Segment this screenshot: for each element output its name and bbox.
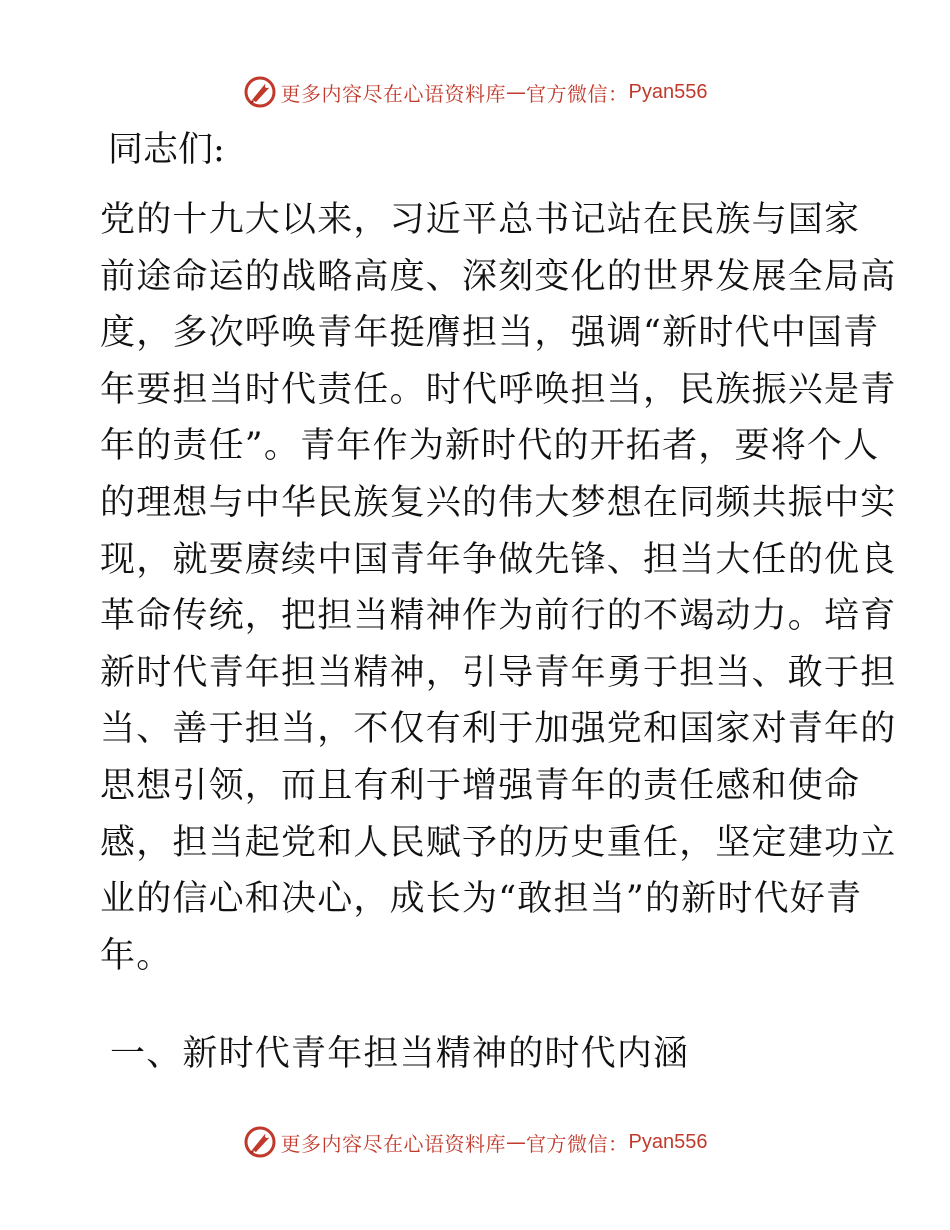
salutation: 同志们: — [108, 130, 225, 170]
watermark-separator: — — [506, 1130, 527, 1154]
pen-logo-icon — [243, 75, 277, 109]
body-paragraph — [100, 192, 897, 984]
paragraph-line: 思想引领，而且有利于增强青年的责任感和使命 — [100, 765, 861, 806]
paragraph-line: 当、善于担当，不仅有利于加强党和国家对青年的 — [100, 709, 897, 750]
paragraph-line: 革命传统，把担当精神作为前行的不竭动力。培育 — [100, 596, 897, 637]
paragraph-line: 年。 — [100, 935, 173, 976]
paragraph-line: 年要担当时代责任。时代呼唤担当，民族振兴是青 — [100, 369, 897, 410]
watermark-wechat-id: Pyan556 — [628, 1130, 708, 1153]
paragraph-line: 业的信心和决心，成长为“敢担当”的新时代好青 — [100, 879, 863, 920]
watermark-wechat-label: 官方微信： — [526, 1131, 629, 1156]
paragraph-line: 前途命运的战略高度、深刻变化的世界发展全局高 — [100, 256, 897, 297]
watermark-header — [0, 72, 950, 112]
watermark-wechat-label: 官方微信： — [526, 81, 629, 106]
paragraph-line: 感，担当起党和人民赋予的历史重任，坚定建功立 — [100, 822, 897, 863]
watermark-text: 更多内容尽在心语资料库 — [280, 1131, 507, 1156]
paragraph-line: 年的责任”。青年作为新时代的开拓者，要将个人 — [100, 426, 880, 467]
paragraph-line: 党的十九大以来，习近平总书记站在民族与国家 — [100, 200, 861, 240]
pen-logo-icon — [243, 1125, 277, 1159]
watermark-footer — [0, 1122, 950, 1162]
watermark-separator: — — [506, 80, 527, 104]
paragraph-line: 的理想与中华民族复兴的伟大梦想在同频共振中实 — [100, 482, 897, 523]
paragraph-line: 现，就要赓续中国青年争做先锋、担当大任的优良 — [100, 539, 897, 580]
section-heading: 一、新时代青年担当精神的时代内涵 — [110, 1034, 690, 1074]
paragraph-line: 度，多次呼唤青年挺膺担当，强调“新时代中国青 — [100, 313, 880, 354]
watermark-wechat-id: Pyan556 — [628, 80, 708, 103]
paragraph-line: 新时代青年担当精神，引导青年勇于担当、敢于担 — [100, 652, 897, 693]
watermark-text: 更多内容尽在心语资料库 — [280, 81, 507, 106]
